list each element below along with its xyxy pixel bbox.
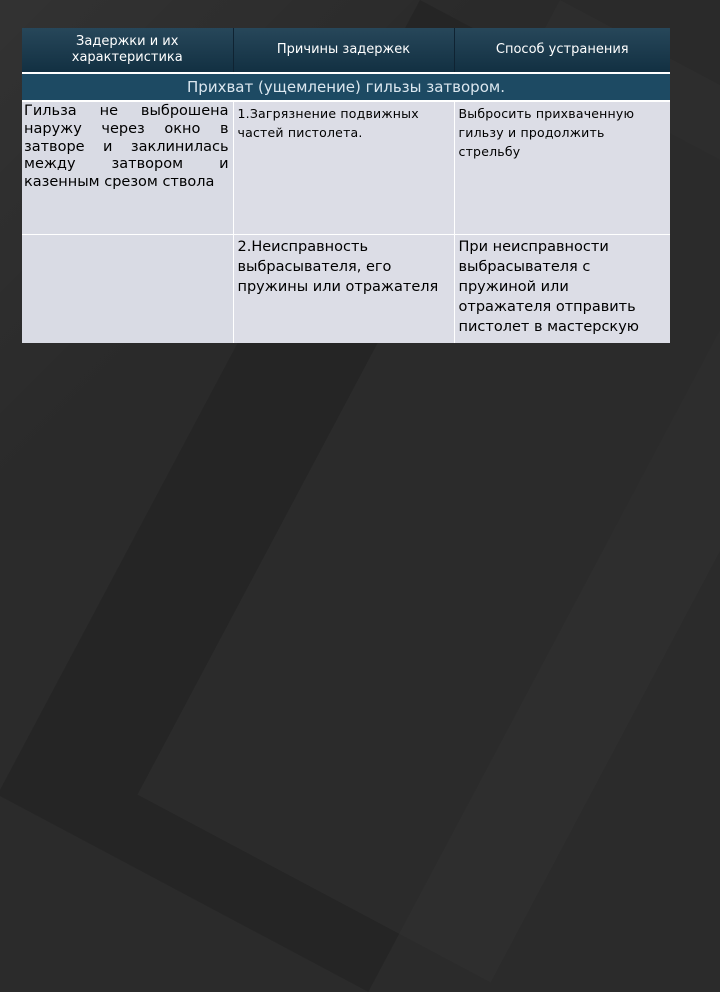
- header-remedy: Способ устранения: [454, 28, 670, 73]
- table-row: [22, 235, 670, 344]
- cause-cell: 2.Неисправность выбрасывателя, его пружины или отражателя: [233, 235, 454, 344]
- header-characteristic: Задержки и их характеристика: [22, 28, 233, 73]
- characteristic-cell: Гильза не выброшена наружу через окно в затворе и заклинилась между затвором и казенным срезом ствола: [22, 101, 233, 235]
- remedy-cell: Выбросить прихваченную гильзу и продолжить стрельбу: [454, 101, 670, 235]
- table-header-row: [22, 28, 670, 73]
- section-banner-row: [22, 73, 670, 101]
- section-title: Прихват (ущемление) гильзы затвором.: [22, 73, 670, 101]
- header-causes: Причины задержек: [233, 28, 454, 73]
- remedy-cell: При неисправности выбрасывателя с пружиной или отражателя отправить пистолет в мастерскую: [454, 235, 670, 344]
- delays-table-container: [22, 28, 670, 338]
- table-row: [22, 101, 670, 235]
- characteristic-cell: [22, 235, 233, 344]
- cause-cell: 1.Загрязнение подвижных частей пистолета.: [233, 101, 454, 235]
- delays-table: [22, 28, 670, 343]
